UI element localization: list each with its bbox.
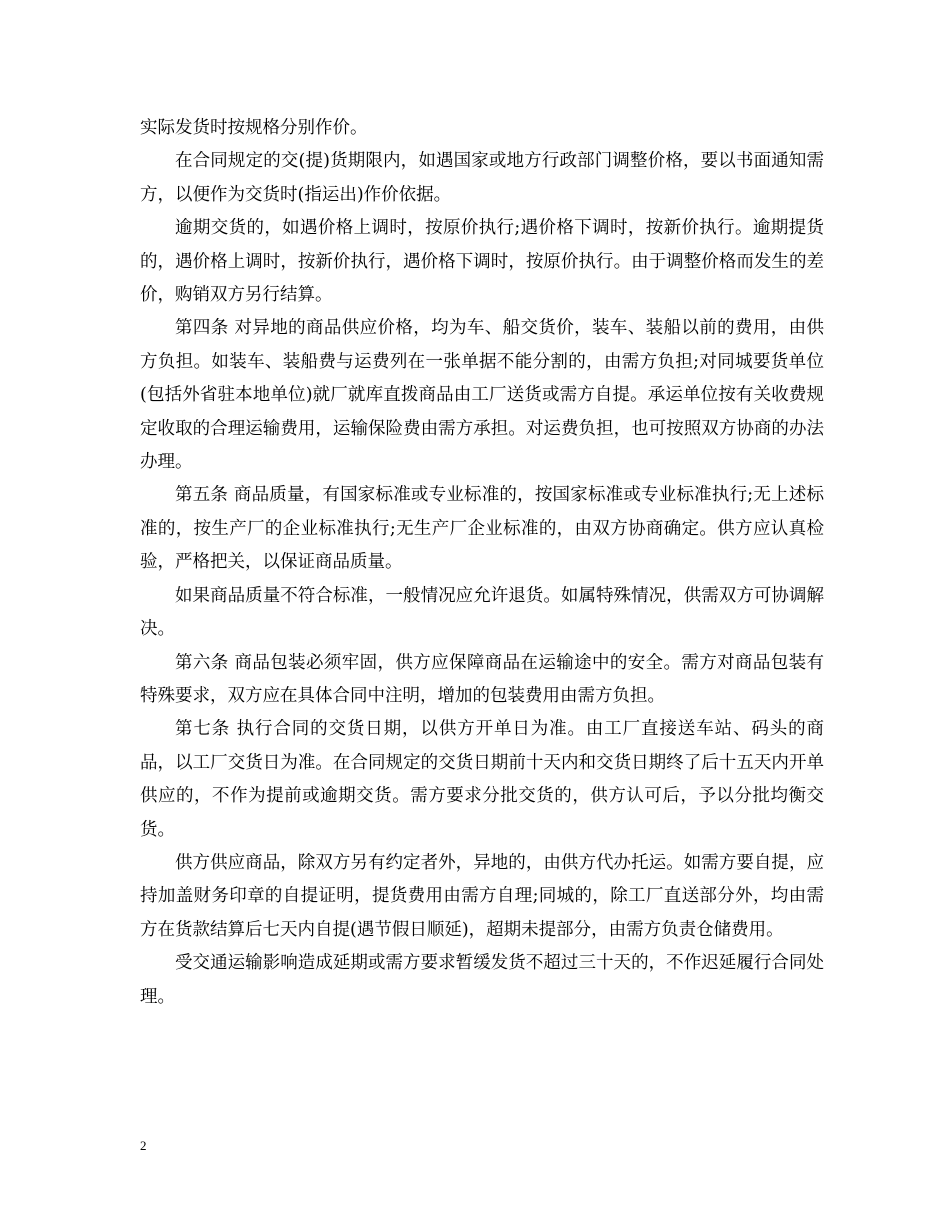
paragraph-1: 实际发货时按规格分别作价。	[140, 118, 368, 138]
paragraph-10: 受交通运输影响造成延期或需方要求暂缓发货不超过三十天的，不作迟延履行合同处理。	[140, 953, 824, 1007]
document-body	[140, 112, 824, 1014]
paragraph-article-4: 第四条 对异地的商品供应价格，均为车、船交货价，装车、装船以前的费用，由供方负担。如装车、装船费与运费列在一张单据不能分割的，由需方负担;对同城要货单位 (包括外省驻本地单位)就厂就库直拨商品由工厂送货或需方自提。承运单位按有关收费规定收取的合理运输费用，运输保险费由需方承担。对运费负担，也可按照双方协商的办法办理。	[140, 318, 824, 473]
paragraph-article-5: 第五条 商品质量，有国家标准或专业标准的，按国家标准或专业标准执行;无上述标准的，按生产厂的企业标准执行;无生产厂企业标准的，由双方协商确定。供方应认真检验，严格把关，以保证商品质量。	[140, 485, 824, 573]
paragraph-article-6: 第六条 商品包装必须牢固，供方应保障商品在运输途中的安全。需方对商品包装有特殊要求，双方应在具体合同中注明，增加的包装费用由需方负担。	[140, 652, 824, 706]
paragraph-3: 逾期交货的，如遇价格上调时，按原价执行;遇价格下调时，按新价执行。逾期提货的，遇价格上调时，按新价执行，遇价格下调时，按原价执行。由于调整价格而发生的差价，购销双方另行结算。	[140, 218, 824, 306]
paragraph-6: 如果商品质量不符合标准，一般情况应允许退货。如属特殊情况，供需双方可协调解决。	[140, 585, 824, 640]
paragraph-9: 供方供应商品，除双方另有约定者外，异地的，由供方代办托运。如需方要自提，应持加盖财务印章的自提证明，提货费用由需方自理;同城的，除工厂直送部分外，均由需方在货款结算后七天内自提(遇节假日顺延)，超期未提部分，由需方负责仓储费用。	[140, 852, 824, 940]
paragraph-2: 在合同规定的交(提)货期限内，如遇国家或地方行政部门调整价格，要以书面通知需方，以便作为交货时(指运出)作价依据。	[140, 151, 824, 205]
paragraph-article-7: 第七条 执行合同的交货日期，以供方开单日为准。由工厂直接送车站、码头的商品，以工厂交货日为准。在合同规定的交货日期前十天内和交货日期终了后十五天内开单供应的，不作为提前或逾期交货。需方要求分批交货的，供方认可后，予以分批均衡交货。	[140, 719, 824, 840]
page-number: 2	[140, 1138, 147, 1153]
